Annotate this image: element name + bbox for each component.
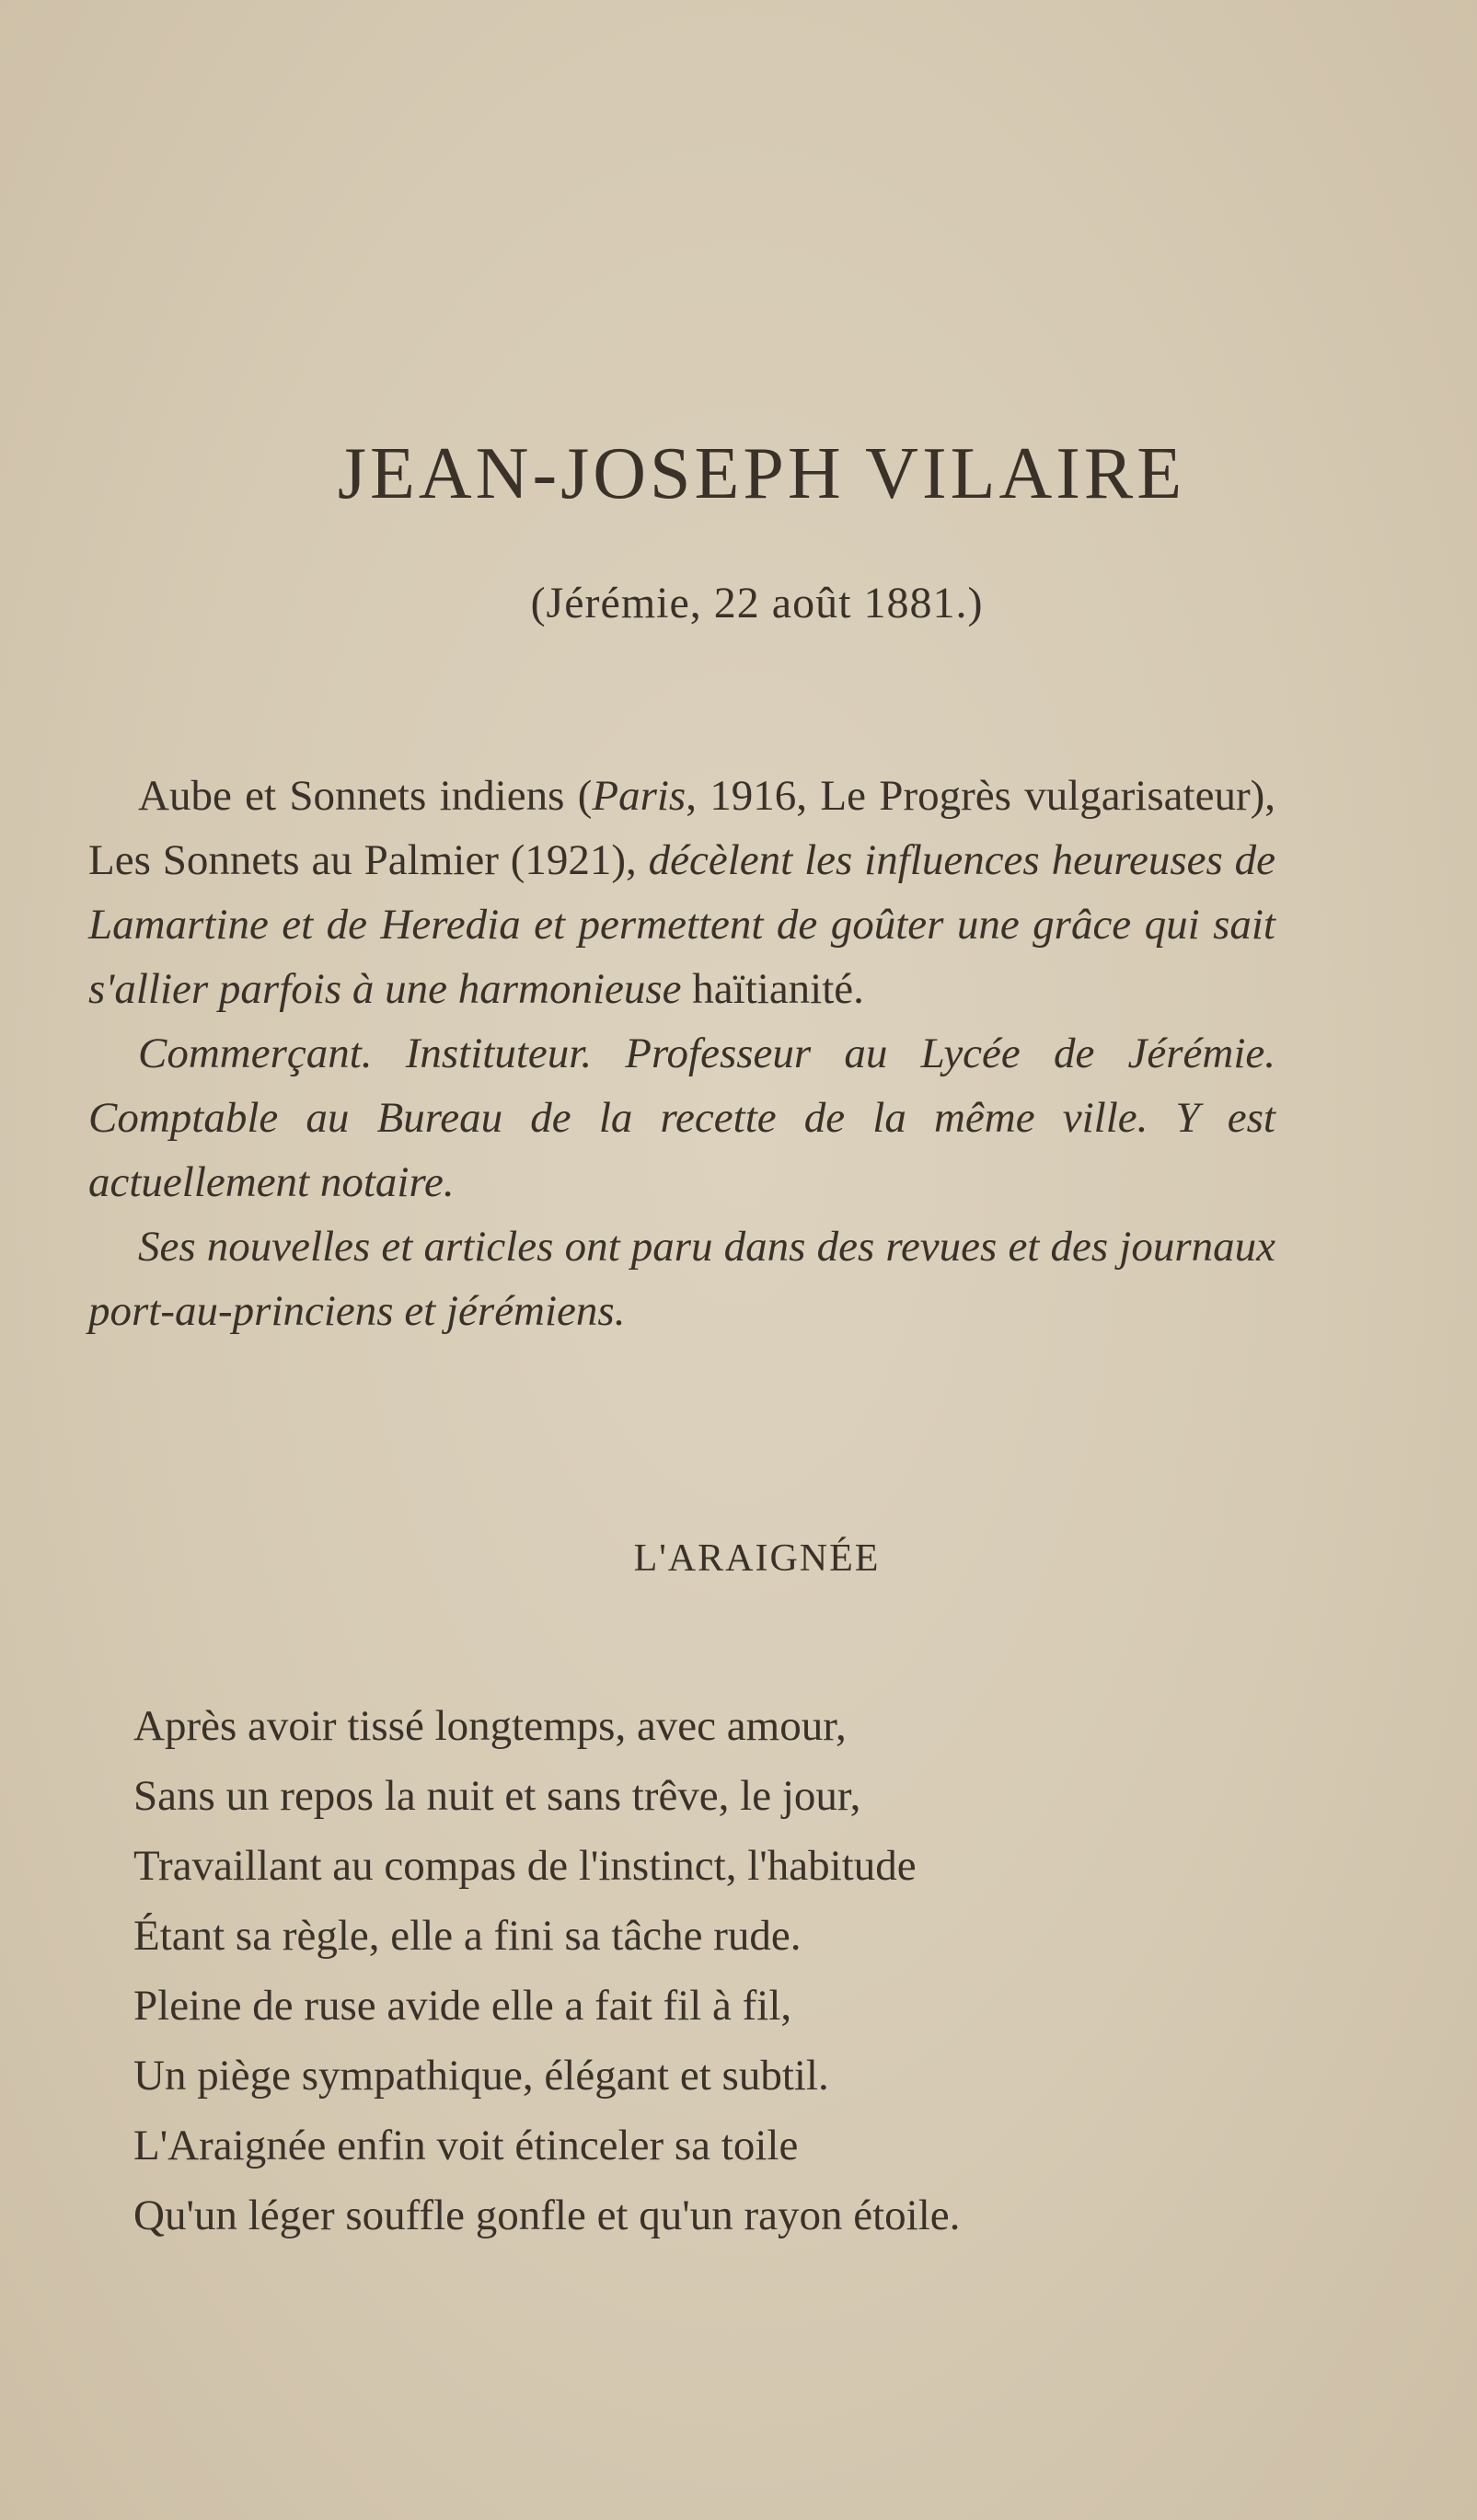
poem-title: L'ARAIGNÉE (633, 1537, 881, 1580)
bio-works-text-e: haïtianité. (681, 965, 864, 1013)
bio-career-text: Commerçant. Instituteur. Professeur au Lycée de Jérémie. Comptable au Bureau de la recette de la même ville. Y est actuellement notaire. (88, 1030, 1275, 1206)
bio-works-influences: décèlent les influences heureuses de Lamartine et de Heredia et permettent de goûter une grâce qui sait s'allier parfois à une harmonieuse (88, 836, 1276, 1013)
poem-body (133, 1691, 1238, 2250)
poem-line: Sans un repos la nuit et sans trêve, le jour, (133, 1772, 861, 1820)
bio-paragraph-publications (88, 1214, 1275, 1343)
bio-paragraph-works (88, 764, 1275, 1021)
poem-line: L'Araignée enfin voit étinceler sa toile (133, 2122, 799, 2169)
poem-line: Travaillant au compas de l'instinct, l'habitude (133, 1842, 917, 1890)
bio-paragraph-career (88, 1021, 1275, 1214)
author-name: JEAN-JOSEPH VILAIRE (337, 433, 1186, 514)
bio-works-text-c: , 1916, Le Progrès vulgarisateur), Les Sonnets au Palmier (1921), (88, 772, 1275, 884)
poem-line: Pleine de ruse avide elle a fait fil à fil, (133, 1982, 792, 2030)
author-birth: (Jérémie, 22 août 1881.) (530, 579, 984, 627)
bio-works-place: Paris (592, 772, 687, 820)
poem-line: Qu'un léger souffle gonfle et qu'un rayon étoile. (133, 2192, 961, 2239)
bio-works-text-a: Aube et Sonnets indiens ( (138, 772, 593, 820)
poem-line: Étant sa règle, elle a fini sa tâche rude. (133, 1912, 802, 1960)
bio-publications-text: Ses nouvelles et articles ont paru dans des revues et des journaux port-au-princiens et jérémiens. (88, 1223, 1275, 1335)
poem-line: Un piège sympathique, élégant et subtil. (133, 2052, 829, 2100)
poem-line: Après avoir tissé longtemps, avec amour, (133, 1702, 847, 1750)
author-biography (88, 764, 1275, 1343)
